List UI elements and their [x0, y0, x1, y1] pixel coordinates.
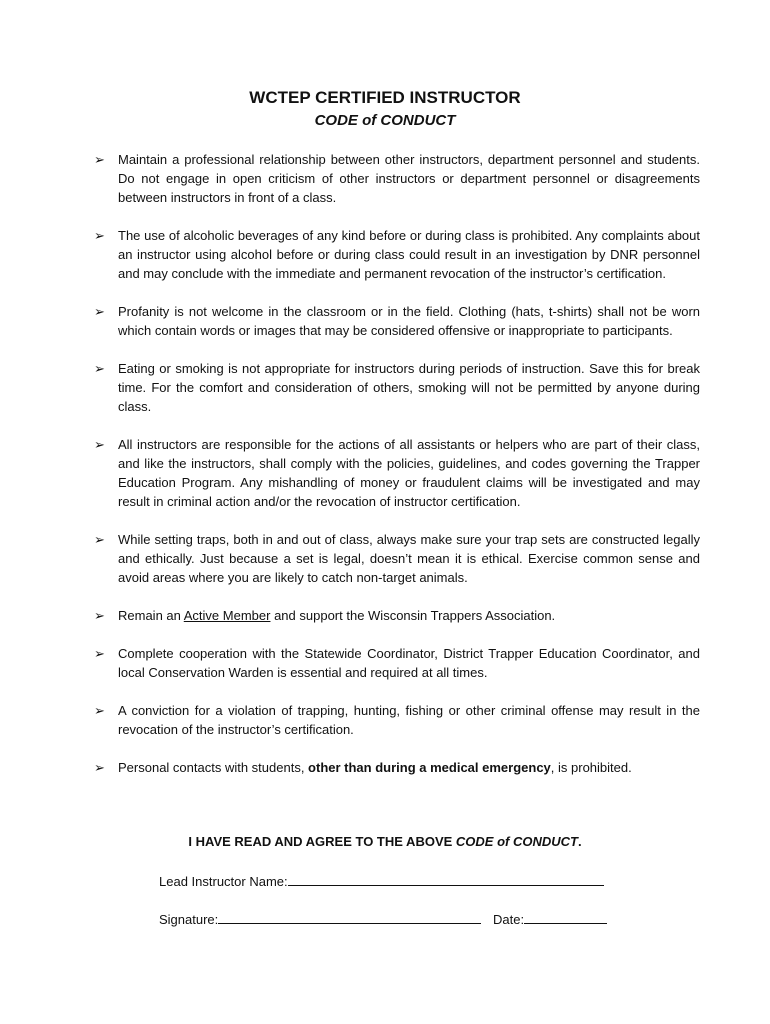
arrow-bullet-icon: ➢: [94, 608, 105, 623]
lead-instructor-label: Lead Instructor Name:: [159, 874, 288, 889]
conduct-item: [94, 359, 700, 416]
conduct-item: [94, 302, 700, 340]
conduct-item-text: Complete cooperation with the Statewide Coordinator, District Trapper Education Coordinator, and local Conservation Warden is essential and required at all times.: [118, 646, 700, 680]
conduct-item-text: and support the Wisconsin Trappers Association.: [270, 608, 556, 623]
arrow-bullet-icon: ➢: [94, 361, 105, 376]
date-row: [493, 909, 607, 929]
conduct-item: [94, 435, 700, 511]
arrow-bullet-icon: ➢: [94, 152, 105, 167]
agreement-statement: [0, 832, 770, 851]
active-member-link: Active Member: [183, 608, 271, 623]
arrow-bullet-icon: ➢: [94, 760, 105, 775]
arrow-bullet-icon: ➢: [94, 703, 105, 718]
arrow-bullet-icon: ➢: [94, 646, 105, 661]
conduct-item: [94, 701, 700, 739]
conduct-item: [94, 644, 700, 682]
arrow-bullet-icon: ➢: [94, 437, 105, 452]
conduct-item-text: Profanity is not welcome in the classroom or in the field. Clothing (hats, t-shirts) shall not be worn which contain words or images that may be considered offensive or inappropriate to participants.: [118, 304, 700, 338]
page-title: WCTEP CERTIFIED INSTRUCTOR: [249, 88, 521, 107]
conduct-item-text: While setting traps, both in and out of class, always make sure your trap sets are constructed legally and ethically. Just because a set is legal, doesn’t mean it is ethical. Exercise common sense and avoid areas where you are likely to catch non-target animals.: [118, 532, 700, 585]
conduct-item-text: , is prohibited.: [550, 760, 632, 775]
conduct-item: [94, 530, 700, 587]
page-subtitle: CODE of CONDUCT: [314, 112, 456, 129]
agreement-code-of-conduct: CODE of CONDUCT: [455, 834, 578, 849]
date-field[interactable]: [524, 909, 607, 924]
conduct-item-text: Personal contacts with students,: [118, 760, 309, 775]
agreement-text: I HAVE READ AND AGREE TO THE ABOVE: [188, 834, 456, 849]
conduct-item-active-member: [94, 606, 700, 625]
conduct-item-contacts: [94, 758, 700, 777]
signature-row: [159, 909, 481, 929]
conduct-item-text: Maintain a professional relationship between other instructors, department personnel and students. Do not engage in open criticism of other instructors or department personnel or disagreements between instructors in front of a class.: [118, 152, 700, 205]
lead-instructor-name-field[interactable]: [288, 871, 604, 886]
signature-field[interactable]: [218, 909, 481, 924]
conduct-item: [94, 226, 700, 283]
conduct-item-text: Remain an: [118, 608, 184, 623]
conduct-list: [94, 150, 700, 777]
arrow-bullet-icon: ➢: [94, 304, 105, 319]
date-label: Date:: [493, 912, 525, 927]
lead-instructor-row: [159, 871, 604, 891]
agreement-period: .: [577, 834, 582, 849]
arrow-bullet-icon: ➢: [94, 532, 105, 547]
medical-emergency-emphasis: other than during a medical emergency: [308, 760, 551, 775]
conduct-item-text: Eating or smoking is not appropriate for instructors during periods of instruction. Save this for break time. For the comfort and consideration of others, smoking will not be permitted by anyone during class.: [118, 361, 700, 414]
conduct-item-text: All instructors are responsible for the actions of all assistants or helpers who are part of their class, and like the instructors, shall comply with the policies, guidelines, and codes governing the Trapper Education Program. Any mishandling of money or fraudulent claims will be investigated and may result in criminal action and/or the revocation of instructor certification.: [118, 437, 700, 509]
signature-label: Signature:: [159, 912, 219, 927]
conduct-item-text: The use of alcoholic beverages of any kind before or during class is prohibited. Any complaints about an instructor using alcohol before or during class could result in an investigation by DNR personnel and may conclude with the immediate and permanent revocation of the instructor’s certification.: [118, 228, 700, 281]
conduct-item: [94, 150, 700, 207]
arrow-bullet-icon: ➢: [94, 228, 105, 243]
conduct-item-text: A conviction for a violation of trapping, hunting, fishing or other criminal offense may result in the revocation of the instructor’s certification.: [118, 703, 700, 737]
